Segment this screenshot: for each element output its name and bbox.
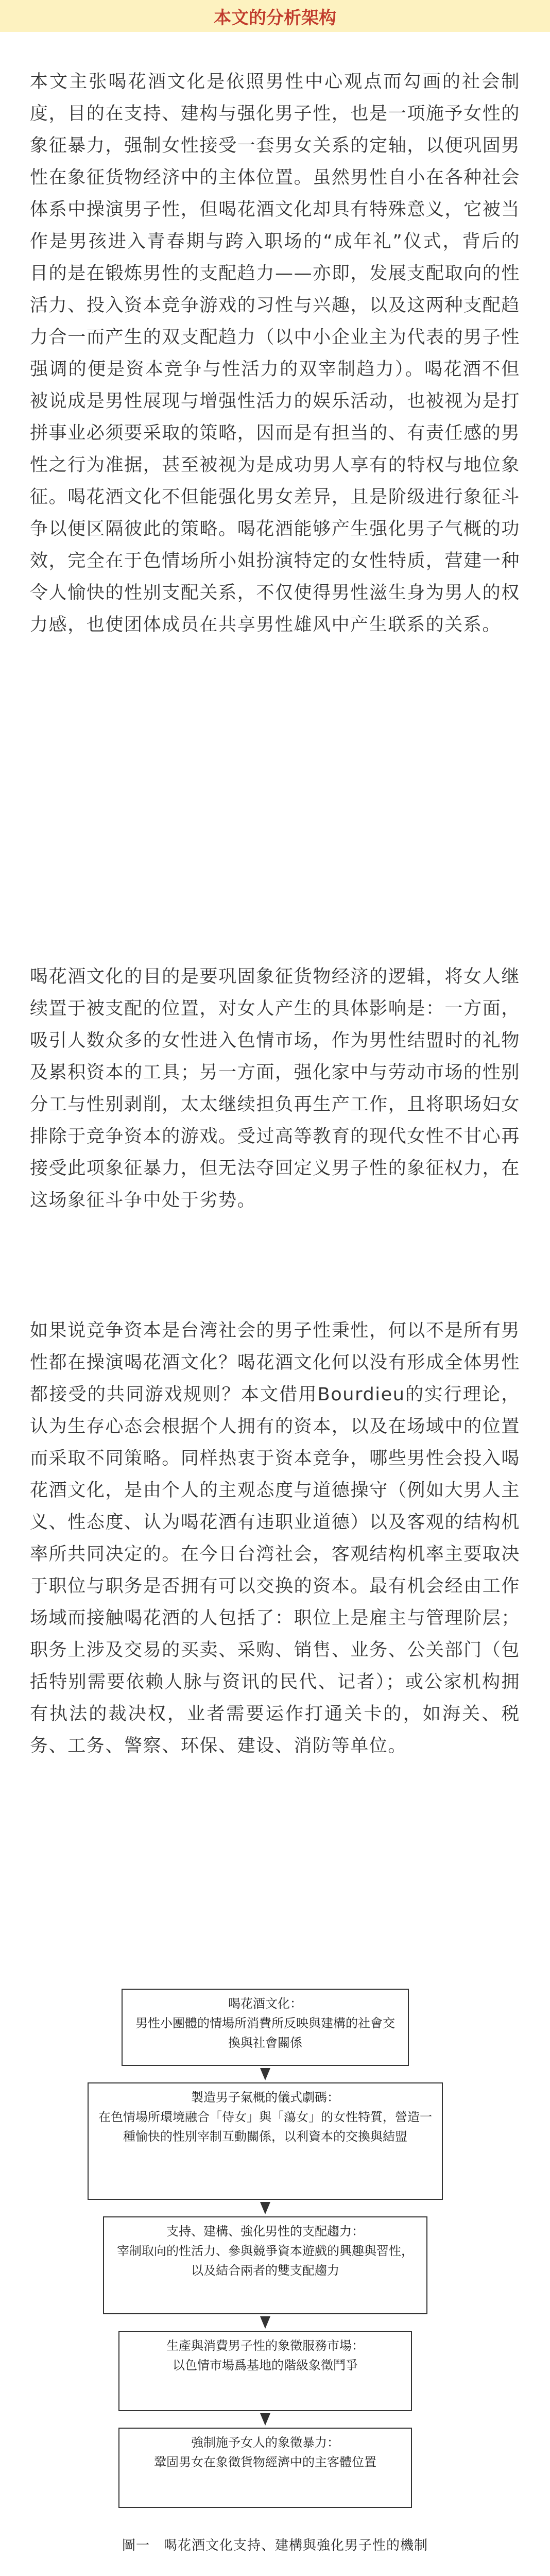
diagram-arrow-4	[260, 2413, 270, 2426]
diagram-box-5-head: 強制施予女人的象徵暴力：	[191, 2435, 339, 2450]
diagram-box-1-head: 喝花酒文化：	[228, 1996, 302, 2011]
diagram-box-2-head: 製造男子氣概的儀式劇碼：	[191, 2090, 339, 2105]
diagram-box-4	[118, 2331, 412, 2411]
section-title: 本文的分析架构	[214, 7, 336, 28]
section-title-bar	[0, 0, 550, 32]
paragraph-2: 喝花酒文化的目的是要巩固象征货物经济的逻辑，将女人继续置于被支配的位置，对女人产生的具体影响是：一方面，吸引人数众多的女性进入色情市场，作为男性结盟时的礼物及累积资本的工具；另一方面，强化家中与劳动市场的性别分工与性别剥削，太太继续担负再生产工作，且将职场妇女排除于竞争资本的游戏。受过高等教育的现代女性不甘心再接受此项象征暴力，但无法夺回定义男子性的象征权力，在这场象征斗争中处于劣势。	[30, 967, 520, 1211]
diagram-arrow-1	[260, 2068, 270, 2080]
diagram-box-1-body: 男性小團體的情場所消費所反映與建構的社會交換與社會關係	[135, 2016, 395, 2050]
flow-diagram-figure	[0, 1989, 550, 2576]
diagram-box-2	[88, 2082, 443, 2200]
diagram-box-5	[118, 2428, 412, 2508]
diagram-box-3	[103, 2216, 427, 2314]
paragraph-1: 本文主张喝花酒文化是依照男性中心观点而勾画的社会制度，目的在支持、建构与强化男子性，也是一项施予女性的象征暴力，强制女性接受一套男女关系的定轴，以便巩固男性在象征货物经济中的主体位置。虽然男性自小在各种社会体系中操演男子性，但喝花酒文化却具有特殊意义，它被当作是男孩进入青春期与跨入职场的“成年礼”仪式，背后的目的是在锻炼男性的支配趋力——亦即，发展支配取向的性活力、投入资本竞争游戏的习性与兴趣，以及这两种支配趋力合一而产生的双支配趋力（以中小企业主为代表的男子性强调的便是资本竞争与性活力的双宰制趋力）。喝花酒不但被说成是男性展现与增强性活力的娱乐活动，也被视为是打拼事业必须要采取的策略，因而是有担当的、有责任感的男性之行为准据，甚至被视为是成功男人享有的特权与地位象征。喝花酒文化不但能强化男女差异，且是阶级进行象征斗争以便区隔彼此的策略。喝花酒能够产生强化男子气概的功效，完全在于色情场所小姐扮演特定的女性特质，营建一种令人愉快的性别支配关系，不仅使得男性滋生身为男人的权力感，也使团体成员在共享男性雄风中产生联系的关系。	[30, 72, 520, 635]
diagram-box-4-body: 以色情市場爲基地的階級象徵鬥爭	[173, 2358, 358, 2372]
diagram-arrow-3	[260, 2316, 270, 2329]
diagram-box-2-body: 在色情場所環境融合「侍女」與「蕩女」的女性特質，營造一種愉快的性別宰制互動關係，以利資本的交換與結盟	[98, 2110, 432, 2144]
diagram-box-3-body: 宰制取向的性活力、參與競爭資本遊戲的興趣與習性，以及結合兩者的雙支配趨力	[117, 2244, 414, 2278]
diagram-box-5-body: 鞏固男女在象徵貨物經濟中的主客體位置	[154, 2455, 376, 2469]
paragraph-3: 如果说竞争资本是台湾社会的男子性秉性，何以不是所有男性都在操演喝花酒文化？喝花酒文化何以没有形成全体男性都接受的共同游戏规则？本文借用Bourdieu的实行理论，认为生存心态会根据个人拥有的资本，以及在场域中的位置而采取不同策略。同样热衷于资本竞争，哪些男性会投入喝花酒文化，是由个人的主观态度与道德操守（例如大男人主义、性态度、认为喝花酒有违职业道德）以及客观的结构机率所共同决定的。在今日台湾社会，客观结构机率主要取决于职位与职务是否拥有可以交换的资本。最有机会经由工作场域而接触喝花酒的人包括了：职位上是雇主与管理阶层；职务上涉及交易的买卖、采购、销售、业务、公关部门（包括特别需要依赖人脉与资讯的民代、记者）；或公家机构拥有执法的裁决权，业者需要运作打通关卡的，如海关、税务、工务、警察、环保、建设、消防等单位。	[30, 1320, 520, 1756]
diagram-box-3-head: 支持、建構、強化男性的支配趨力：	[166, 2224, 364, 2239]
diagram-box-1	[122, 1989, 409, 2066]
diagram-box-4-head: 生產與消費男子性的象徵服務市場：	[166, 2338, 364, 2353]
diagram-arrow-2	[260, 2202, 270, 2214]
figure-caption: 圖一 喝花酒文化支持、建構與強化男子性的機制	[122, 2538, 428, 2553]
